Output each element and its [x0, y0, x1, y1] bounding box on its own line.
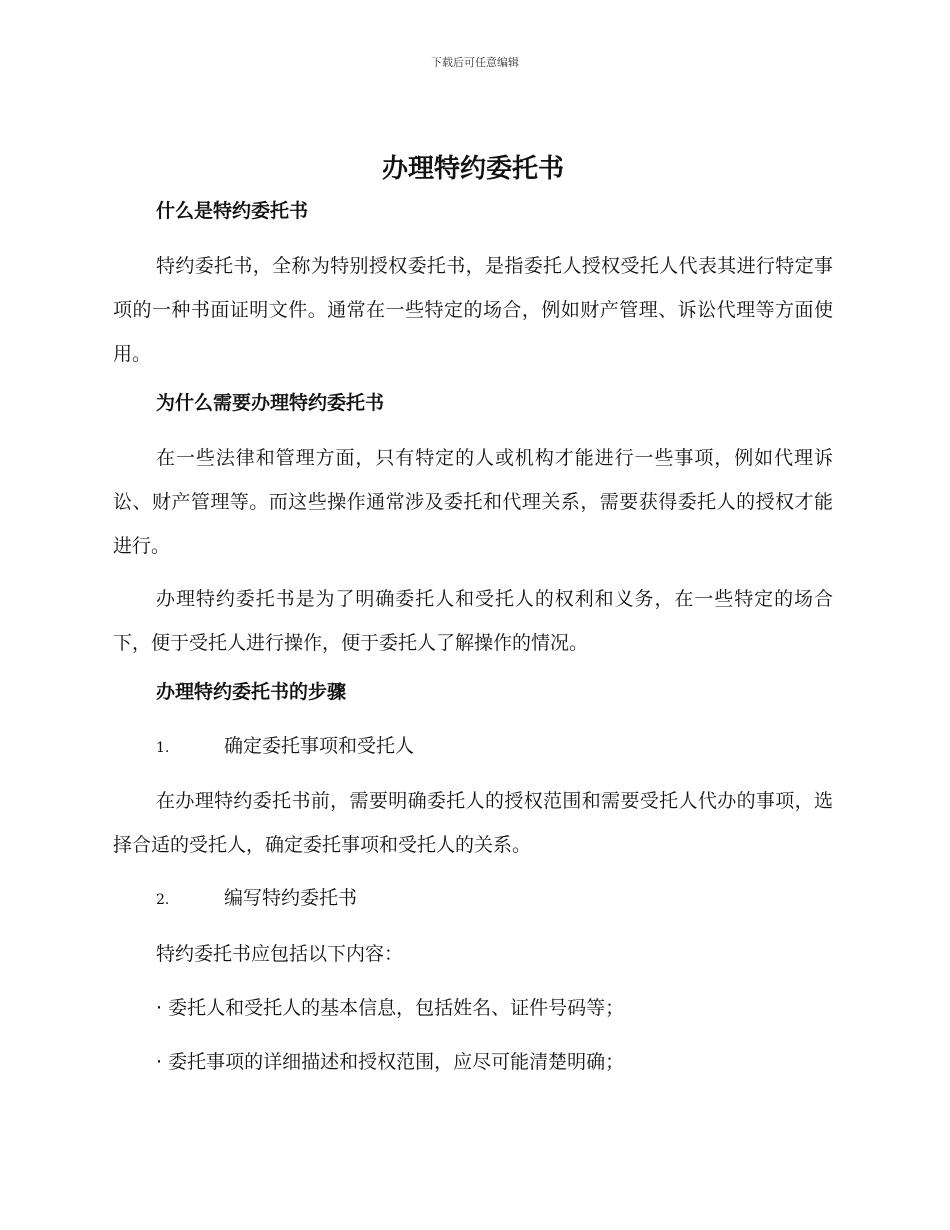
- section-heading-why: 为什么需要办理特约委托书: [156, 392, 385, 414]
- paragraph-why-1: 在一些法律和管理方面，只有特定的人或机构才能进行一些事项，例如代理诉讼、财产管理等。而这些操作通常涉及委托和代理关系，需要获得委托人的授权才能进行。: [113, 447, 833, 557]
- paragraph-why-2: 办理特约委托书是为了明确委托人和受托人的权利和义务，在一些特定的场合下，便于受托人进行操作，便于委托人了解操作的情况。: [113, 588, 833, 654]
- paragraph-definition: 特约委托书，全称为特别授权委托书，是指委托人授权受托人代表其进行特定事项的一种书面证明文件。通常在一些特定的场合，例如财产管理、诉讼代理等方面使用。: [113, 255, 833, 365]
- step-label: 确定委托事项和受托人: [224, 735, 415, 757]
- step-number: 1.: [156, 740, 170, 756]
- step-label: 编写特约委托书: [224, 887, 358, 909]
- section-heading-what: 什么是特约委托书: [156, 200, 309, 222]
- step-number: 2.: [156, 892, 170, 908]
- step-item-2: [113, 883, 833, 915]
- bullet-item-scope: · 委托事项的详细描述和授权范围，应尽可能清楚明确；: [156, 1051, 625, 1073]
- header-note: 下载后可任意编辑: [431, 56, 519, 69]
- document-body: [113, 150, 833, 1077]
- section-heading-steps: 办理特约委托书的步骤: [156, 681, 347, 703]
- paragraph-step-1: 在办理特约委托书前，需要明确委托人的授权范围和需要受托人代办的事项，选择合适的受托人，确定委托事项和受托人的关系。: [113, 790, 833, 856]
- bullet-item-basic-info: · 委托人和受托人的基本信息，包括姓名、证件号码等；: [156, 997, 625, 1019]
- step-item-1: [113, 731, 833, 763]
- document-title: 办理特约委托书: [381, 154, 564, 184]
- paragraph-contents-intro: 特约委托书应包括以下内容：: [156, 943, 404, 965]
